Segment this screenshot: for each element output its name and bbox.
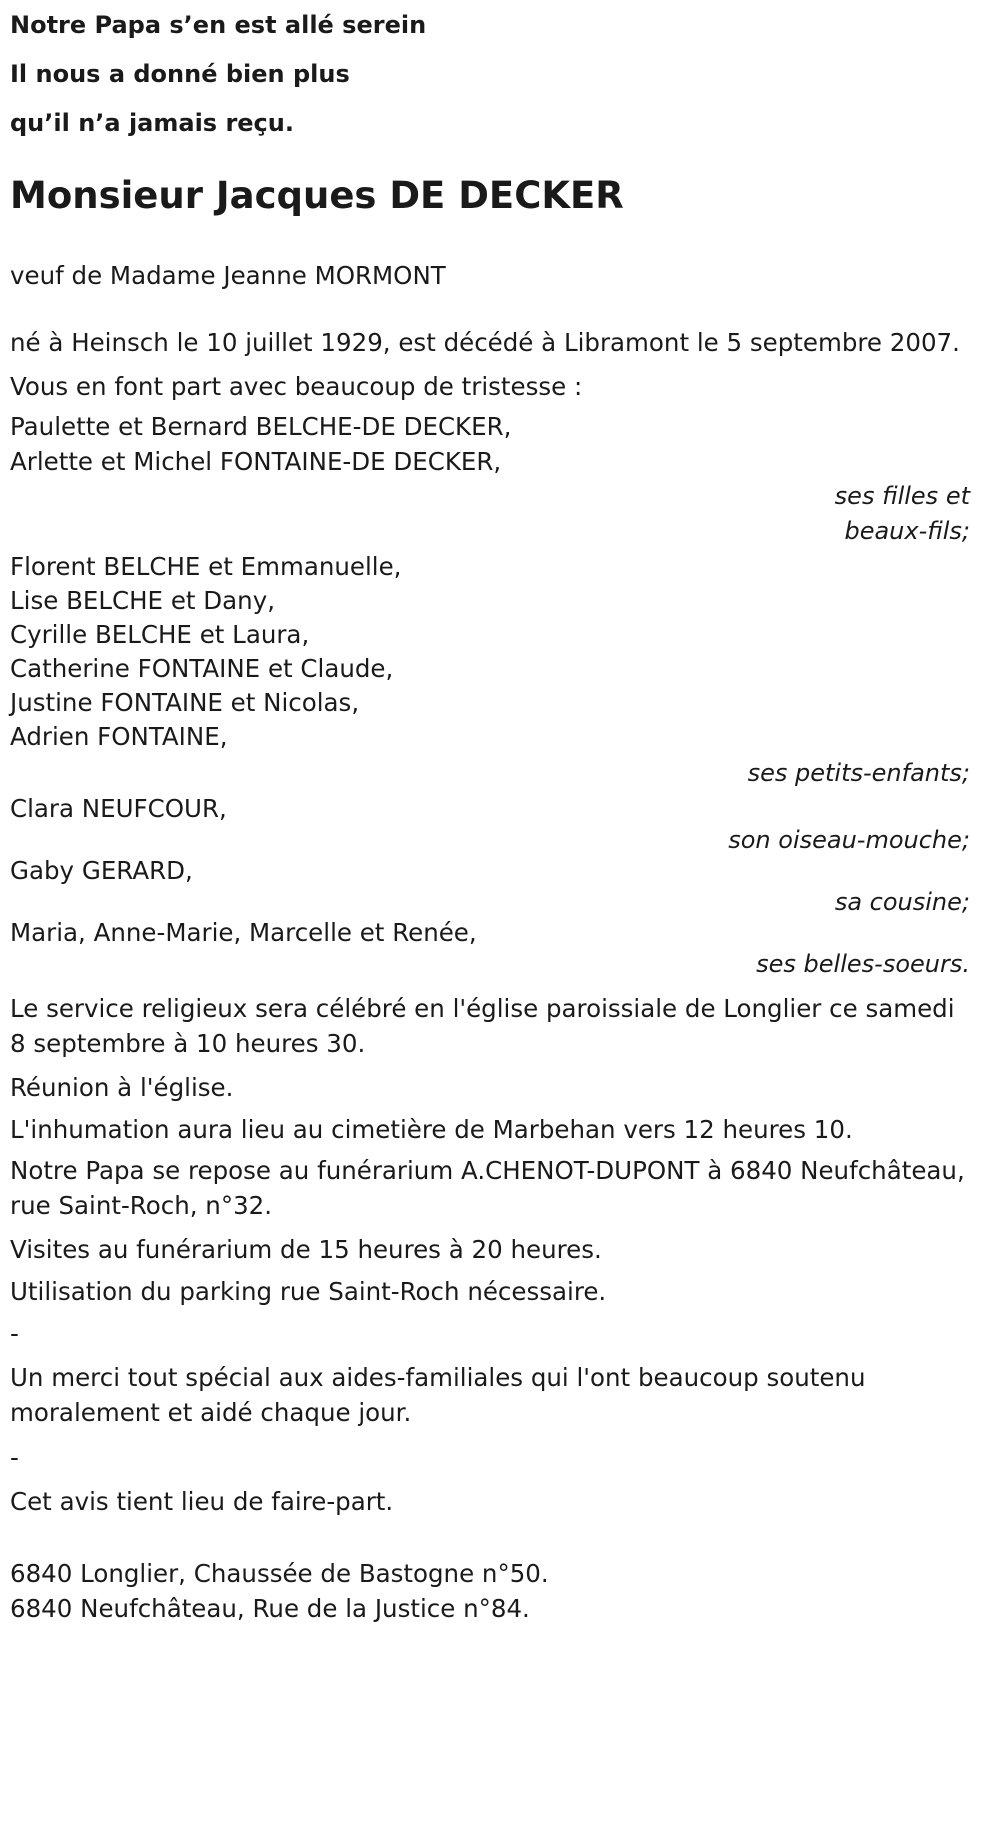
list-item: Catherine FONTAINE et Claude, [10,654,394,683]
service-info: Le service religieux sera célébré en l'église paroissiale de Longlier ce samedi 8 septembre à 10 heures 30. [10,994,955,1058]
funeral-home-info: Notre Papa se repose au funérarium A.CHENOT-DUPONT à 6840 Neufchâteau, rue Saint-Roch, n°32. [10,1156,965,1220]
grandchildren-relation: ses petits-enfants; [747,759,970,787]
relation-line-2: beaux-fils; [844,517,970,545]
parking-info: Utilisation du parking rue Saint-Roch nécessaire. [10,1277,607,1306]
address-line: 6840 Longlier, Chaussée de Bastogne n°50. [10,1559,549,1588]
addresses [10,1556,1000,1626]
visits-info: Visites au funérarium de 15 heures à 20 heures. [10,1235,602,1264]
list-item: Florent BELCHE et Emmanuelle, [10,552,402,581]
list-item: Lise BELCHE et Dany, [10,586,275,615]
separator: - [10,1319,19,1348]
cousin-relation: sa cousine; [834,888,970,916]
birth-death: né à Heinsch le 10 juillet 1929, est décédé à Libramont le 5 septembre 2007. [10,328,960,357]
motto-line-3: qu’il n’a jamais reçu. [10,109,294,137]
burial-info: L'inhumation aura lieu au cimetière de Marbehan vers 12 heures 10. [10,1115,853,1144]
hummingbird: Clara NEUFCOUR, [10,794,227,823]
motto [10,0,1000,148]
notice: Cet avis tient lieu de faire-part. [10,1487,394,1516]
meeting-info: Réunion à l'église. [10,1073,234,1102]
hummingbird-relation: son oiseau-mouche; [728,826,970,854]
separator: - [10,1443,19,1472]
deceased-name: Monsieur Jacques DE DECKER [10,174,624,217]
list-item: Arlette et Michel FONTAINE-DE DECKER, [10,447,502,476]
grandchildren-list [10,550,1000,754]
sisters-in-law: Maria, Anne-Marie, Marcelle et Renée, [10,918,477,947]
relation-line-1: ses filles et [834,482,970,510]
announcement-intro: Vous en font part avec beaucoup de tristesse : [10,372,583,401]
cousin: Gaby GERARD, [10,856,193,885]
sisters-in-law-relation: ses belles-soeurs. [756,950,970,978]
motto-line-2: Il nous a donné bien plus [10,60,350,88]
daughters-relation [0,479,980,549]
address-line: 6840 Neufchâteau, Rue de la Justice n°84. [10,1594,530,1623]
list-item: Paulette et Bernard BELCHE-DE DECKER, [10,412,512,441]
widower-of: veuf de Madame Jeanne MORMONT [10,261,446,290]
thanks-message: Un merci tout spécial aux aides-familiales qui l'ont beaucoup soutenu moralement et aidé chaque jour. [10,1363,866,1427]
daughters-list [10,409,1000,479]
motto-line-1: Notre Papa s’en est allé serein [10,11,427,39]
list-item: Justine FONTAINE et Nicolas, [10,688,360,717]
list-item: Cyrille BELCHE et Laura, [10,620,310,649]
list-item: Adrien FONTAINE, [10,722,228,751]
